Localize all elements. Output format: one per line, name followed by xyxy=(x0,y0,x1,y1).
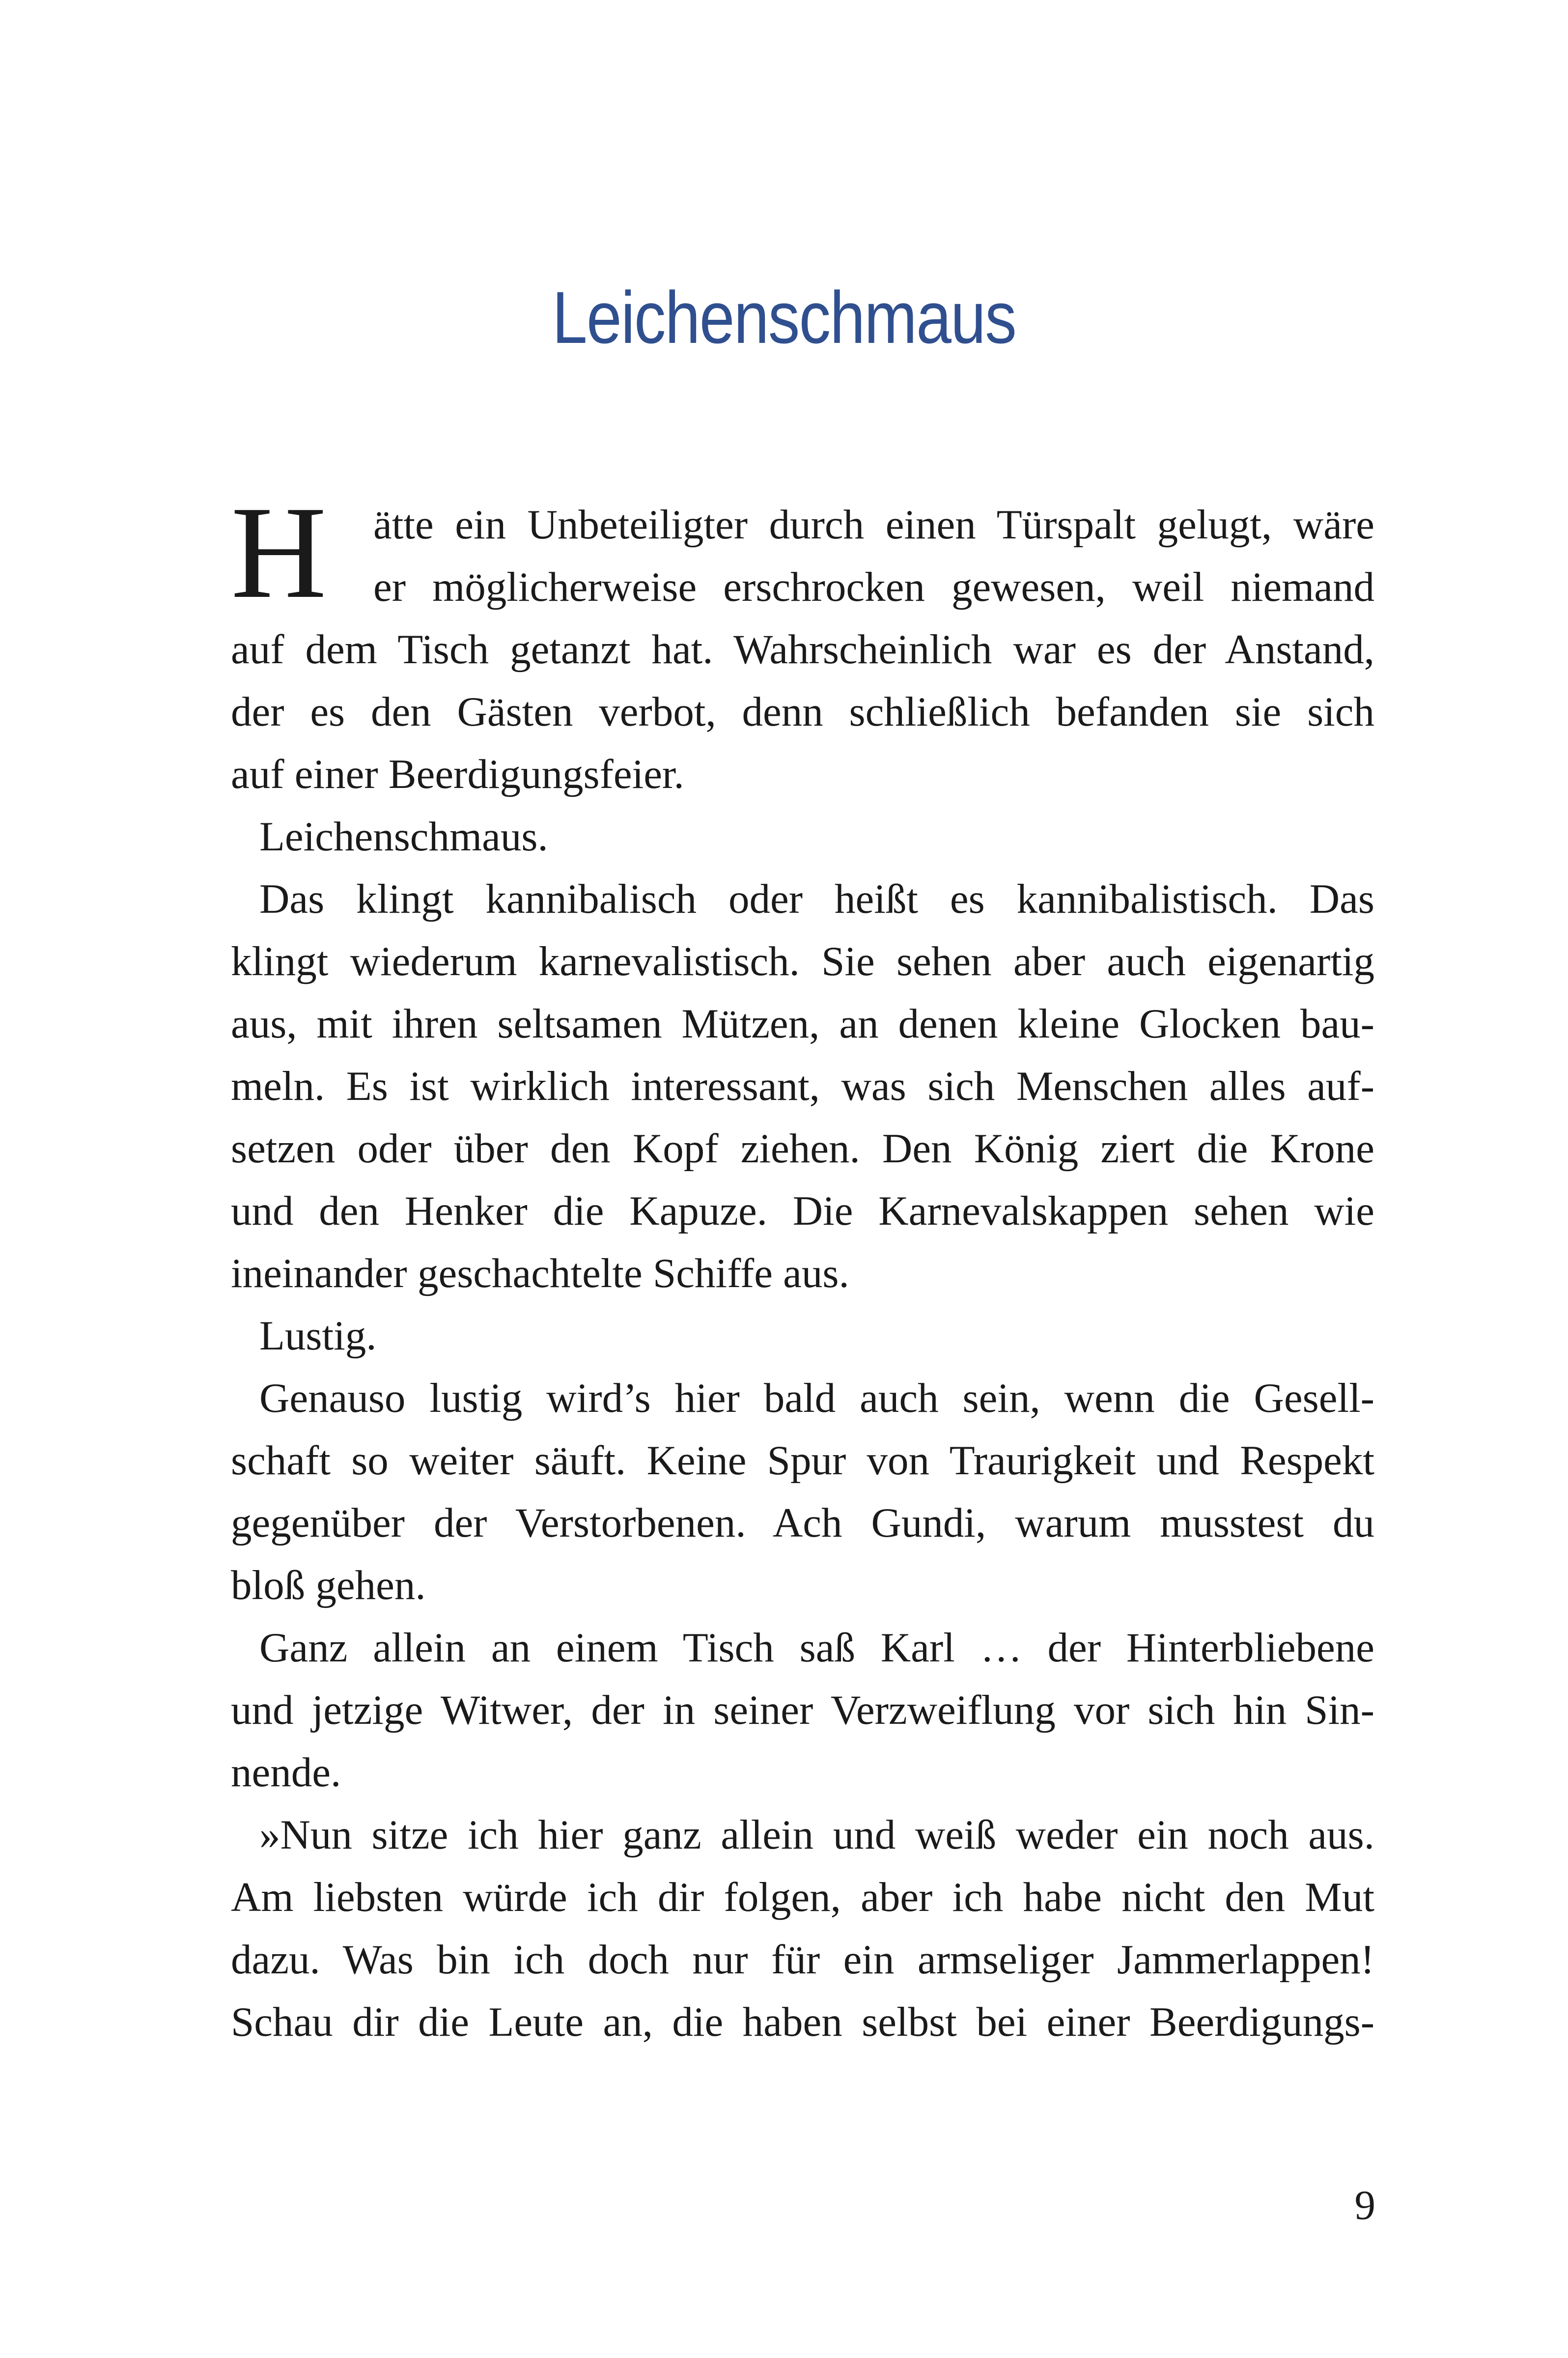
text-line: Lustig. xyxy=(259,1313,377,1359)
text-line: ineinander geschachtelte Schiffe aus. xyxy=(231,1250,849,1296)
body-text xyxy=(231,479,1374,2053)
drop-cap: H xyxy=(231,479,327,626)
text-line: auf einer Beerdigungsfeier. xyxy=(231,751,684,797)
chapter-title: Leichenschmaus xyxy=(552,276,1016,359)
text-line: setzen oder über den Kopf ziehen. Den König ziert die Krone xyxy=(231,1125,1374,1172)
text-line: dazu. Was bin ich doch nur für ein armseliger Jammerlappen! xyxy=(231,1937,1374,1983)
text-line: Leichenschmaus. xyxy=(259,814,548,860)
text-line: meln. Es ist wirklich interessant, was sich Menschen alles auf- xyxy=(231,1063,1374,1109)
text-line: er möglicherweise erschrocken gewesen, weil niemand xyxy=(373,564,1374,610)
text-line: klingt wiederum karnevalistisch. Sie sehen aber auch eigenartig xyxy=(231,938,1374,984)
text-line: auf dem Tisch getanzt hat. Wahrscheinlich war es der Anstand, xyxy=(231,626,1374,673)
text-line: »Nun sitze ich hier ganz allein und weiß weder ein noch aus. xyxy=(259,1812,1374,1858)
text-line: schaft so weiter säuft. Keine Spur von Traurigkeit und Respekt xyxy=(231,1437,1374,1484)
text-line: ätte ein Unbeteiligter durch einen Türspalt gelugt, wäre xyxy=(373,502,1374,548)
text-line: der es den Gästen verbot, denn schließlich befanden sie sich xyxy=(231,689,1374,735)
text-line: bloß gehen. xyxy=(231,1562,426,1608)
page-number: 9 xyxy=(1354,2182,1375,2228)
text-line: Schau dir die Leute an, die haben selbst bei einer Beerdigungs- xyxy=(231,1999,1374,2045)
text-line: und jetzige Witwer, der in seiner Verzweiflung vor sich hin Sin- xyxy=(231,1687,1374,1733)
text-line: Das klingt kannibalisch oder heißt es kannibalistisch. Das xyxy=(259,876,1374,922)
text-line: Ganz allein an einem Tisch saß Karl … der Hinterbliebene xyxy=(259,1625,1374,1671)
text-line: aus, mit ihren seltsamen Mützen, an denen kleine Glocken bau- xyxy=(231,1001,1374,1047)
text-line: Am liebsten würde ich dir folgen, aber ich habe nicht den Mut xyxy=(231,1874,1374,1920)
text-line: Genauso lustig wird’s hier bald auch sein, wenn die Gesell- xyxy=(259,1375,1374,1421)
text-line: nende. xyxy=(231,1749,341,1796)
text-line: gegenüber der Verstorbenen. Ach Gundi, warum musstest du xyxy=(231,1500,1374,1546)
text-line: und den Henker die Kapuze. Die Karnevalskappen sehen wie xyxy=(231,1188,1374,1234)
